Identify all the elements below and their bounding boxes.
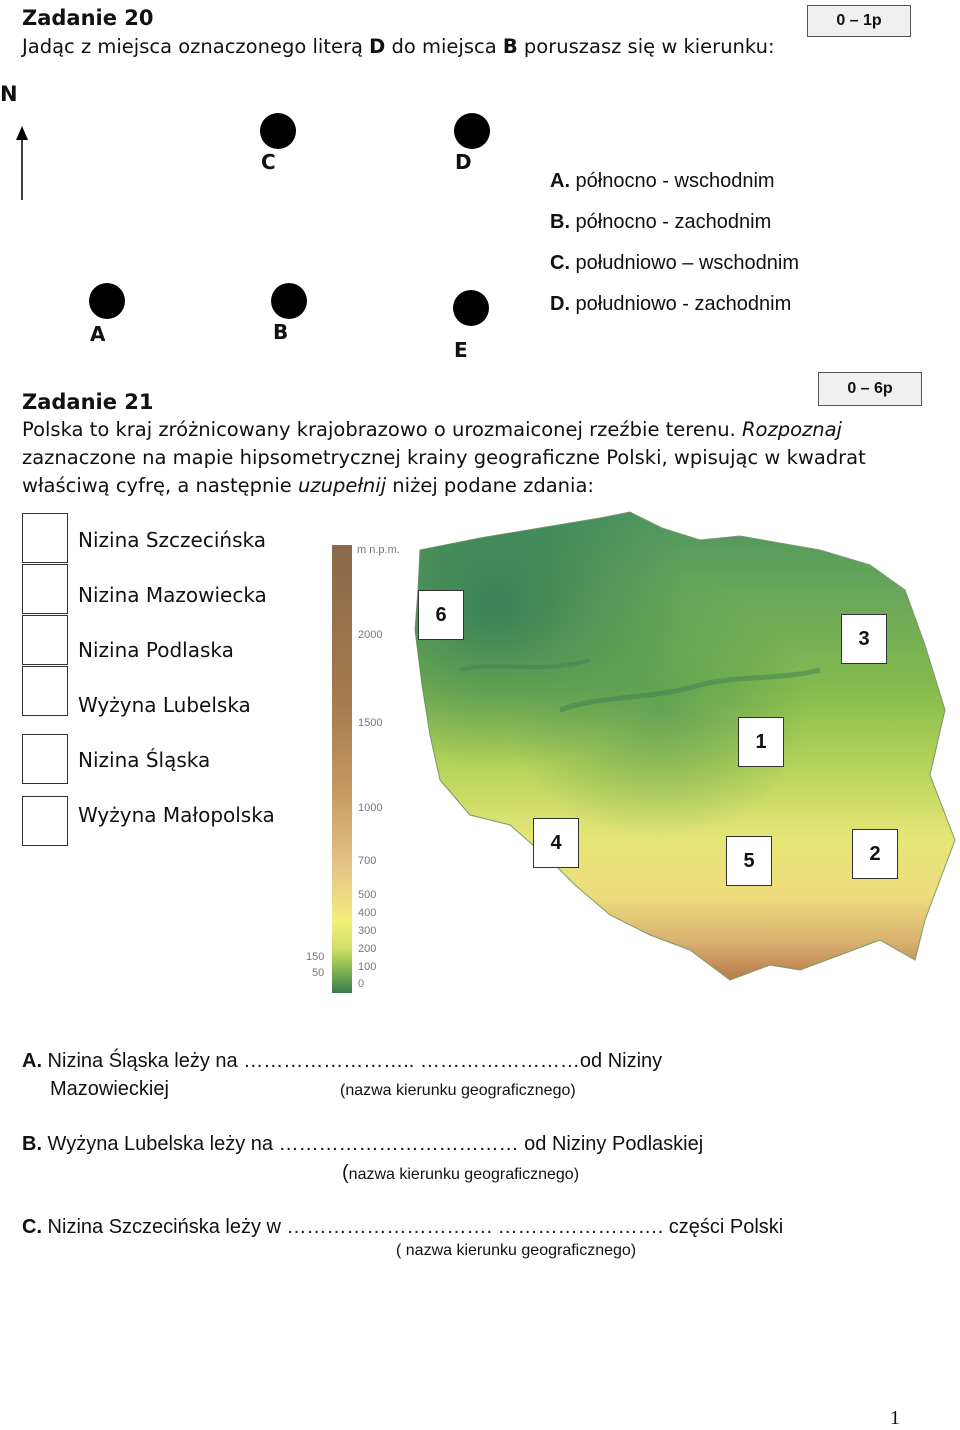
- place-label-c: C: [261, 150, 276, 174]
- scale-label: 0: [358, 978, 365, 990]
- scale-label: 200: [358, 943, 377, 955]
- page-number: 1: [890, 1407, 900, 1429]
- answer-letter: C.: [550, 252, 570, 274]
- answer-square-podlaska[interactable]: [22, 615, 68, 665]
- intro-text: Polska to kraj zróżnicowany krajobrazowo o urozmaiconej rzeźbie terenu.: [22, 418, 742, 441]
- scale-label: 1000: [358, 802, 383, 814]
- elevation-scale-bar: [330, 545, 354, 993]
- region-name: Nizina Mazowiecka: [78, 583, 267, 607]
- answer-option-a[interactable]: [550, 170, 775, 193]
- scale-side-label: 150: [306, 951, 325, 963]
- place-dot-c: [260, 113, 296, 149]
- region-name: Nizina Śląska: [78, 748, 211, 772]
- task21-points-box: 0 – 6p: [818, 372, 922, 406]
- sentence-letter: C.: [22, 1216, 42, 1238]
- prompt-bold-b: B: [502, 35, 518, 58]
- task20-points-box: 0 – 1p: [807, 5, 911, 37]
- scale-label: 500: [358, 889, 377, 901]
- answer-text: północno - wschodnim: [570, 170, 775, 192]
- place-dot-b: [271, 283, 307, 319]
- sentence-a[interactable]: [22, 1050, 662, 1073]
- sentence-a-hint: (nazwa kierunku geograficznego): [340, 1082, 576, 1099]
- answer-text: południowo – wschodnim: [570, 252, 800, 274]
- prompt-text: Jadąc z miejsca oznaczonego literą: [22, 35, 370, 58]
- sentence-text: Nizina Śląska leży na ……………………..: [42, 1050, 415, 1072]
- place-dot-a: [89, 283, 125, 319]
- intro-italic: uzupełnij: [297, 474, 387, 497]
- sentence-c-hint: ( nazwa kierunku geograficznego): [396, 1242, 637, 1259]
- prompt-text: poruszasz się w kierunku:: [517, 35, 775, 58]
- task20-title: Zadanie 20: [22, 6, 154, 30]
- answer-square-slaska[interactable]: [22, 734, 68, 784]
- sentence-text: Nizina Szczecińska leży w ………………………….: [42, 1216, 493, 1238]
- scale-label: 2000: [358, 629, 383, 641]
- place-label-e: E: [454, 338, 468, 362]
- task20-prompt: [22, 35, 775, 58]
- scale-label: 400: [358, 907, 377, 919]
- place-dot-e: [453, 290, 489, 326]
- map-number-box: 2: [852, 829, 898, 879]
- intro-text: niżej podane zdania:: [386, 474, 594, 497]
- place-label-b: B: [273, 320, 289, 344]
- sentence-text: ……………………od Niziny: [414, 1050, 663, 1072]
- map-number-box: 1: [738, 717, 784, 767]
- answer-square-lubelska[interactable]: [22, 666, 68, 716]
- answer-letter: A.: [550, 170, 570, 192]
- place-dot-d: [454, 113, 490, 149]
- scale-label: 100: [358, 961, 377, 973]
- north-label: N: [0, 82, 18, 106]
- map-number-box: 5: [726, 836, 772, 886]
- place-label-a: A: [90, 322, 106, 346]
- answer-square-malopolska[interactable]: [22, 796, 68, 846]
- answer-square-mazowiecka[interactable]: [22, 564, 68, 614]
- map-number-box: 3: [841, 614, 887, 664]
- hint-paren: (: [342, 1162, 349, 1184]
- scale-unit-label: m n.p.m.: [357, 544, 400, 556]
- hint-text: nazwa kierunku geograficznego): [348, 1166, 580, 1183]
- sentence-b-hint: [342, 1162, 579, 1185]
- scale-label: 300: [358, 925, 377, 937]
- sentence-a-line2: Mazowieckiej: [50, 1078, 169, 1100]
- task21-title: Zadanie 21: [22, 390, 154, 414]
- region-name: Nizina Szczecińska: [78, 528, 266, 552]
- answer-square-szczecinska[interactable]: [22, 513, 68, 563]
- scale-label: 700: [358, 855, 377, 867]
- sentence-letter: A.: [22, 1050, 42, 1072]
- sentence-text: ……………………………… od Niziny Podlaskiej: [278, 1133, 704, 1155]
- sentence-b[interactable]: [22, 1133, 703, 1156]
- sentence-letter: B.: [22, 1133, 42, 1155]
- north-arrow-icon: [14, 126, 30, 202]
- intro-italic: Rozpoznaj: [741, 418, 842, 441]
- scale-label: 1500: [358, 717, 383, 729]
- map-number-box: 6: [418, 590, 464, 640]
- answer-text: południowo - zachodnim: [570, 293, 792, 315]
- answer-option-c[interactable]: [550, 252, 799, 275]
- prompt-bold-d: D: [369, 35, 386, 58]
- hypsometric-map: [400, 510, 960, 1025]
- answer-option-d[interactable]: [550, 293, 791, 316]
- intro-text: właściwą cyfrę, a następnie: [22, 474, 298, 497]
- prompt-text: do miejsca: [385, 35, 503, 58]
- task21-intro-line1: [22, 418, 842, 441]
- answer-letter: B.: [550, 211, 570, 233]
- map-number-box: 4: [533, 818, 579, 868]
- scale-side-label: 50: [312, 967, 325, 979]
- task21-intro-line2: zaznaczone na mapie hipsometrycznej krainy geograficzne Polski, wpisując w kwadrat: [22, 446, 866, 469]
- region-name: Wyżyna Lubelska: [78, 693, 251, 717]
- region-name: Wyżyna Małopolska: [78, 803, 275, 827]
- answer-option-b[interactable]: [550, 211, 771, 234]
- place-label-d: D: [455, 150, 472, 174]
- task21-intro-line3: [22, 474, 594, 497]
- sentence-text: Wyżyna Lubelska leży na: [42, 1133, 279, 1155]
- answer-text: północno - zachodnim: [570, 211, 772, 233]
- sentence-text: ……………………. części Polski: [492, 1216, 784, 1238]
- answer-letter: D.: [550, 293, 570, 315]
- region-name: Nizina Podlaska: [78, 638, 234, 662]
- sentence-c[interactable]: [22, 1216, 783, 1239]
